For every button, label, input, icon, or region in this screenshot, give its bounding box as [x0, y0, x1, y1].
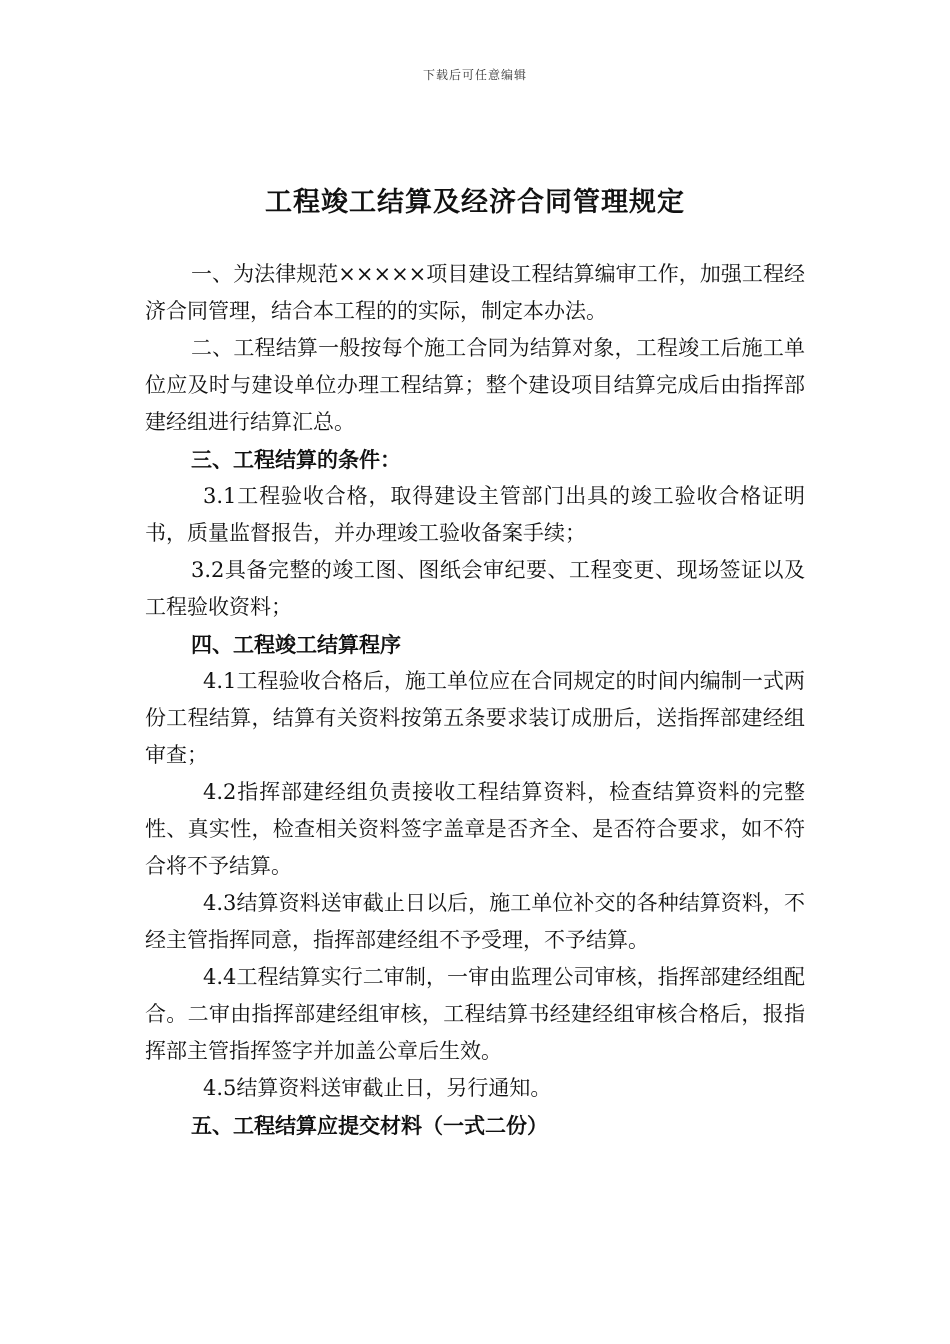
clause-4-3: 4.3结算资料送审截止日以后，施工单位补交的各种结算资料，不经主管指挥同意，指挥部建经组不予受理，不予结算。	[145, 891, 805, 952]
section-heading-4: 四、工程竣工结算程序	[191, 632, 401, 657]
clause-4-2: 4.2指挥部建经组负责接收工程结算资料，检查结算资料的完整性、真实性，检查相关资料签字盖章是否齐全、是否符合要求，如不符合将不予结算。	[145, 780, 805, 878]
clause-4-5: 4.5结算资料送审截止日，另行通知。	[203, 1076, 552, 1100]
document-title: 工程竣工结算及经济合同管理规定	[265, 187, 685, 218]
paragraph-1: 一、为法律规范×××××项目建设工程结算编审工作，加强工程经济合同管理，结合本工程的的实际，制定本办法。	[145, 262, 805, 323]
clause-3-2: 3.2具备完整的竣工图、图纸会审纪要、工程变更、现场签证以及工程验收资料；	[145, 558, 805, 619]
document-body	[145, 256, 805, 1144]
clause-4-1: 4.1工程验收合格后，施工单位应在合同规定的时间内编制一式两份工程结算，结算有关资料按第五条要求装订成册后，送指挥部建经组审查；	[145, 669, 805, 767]
section-heading-5: 五、工程结算应提交材料（一式二份）	[191, 1113, 548, 1138]
clause-3-1: 3.1工程验收合格，取得建设主管部门出具的竣工验收合格证明书，质量监督报告，并办理竣工验收备案手续；	[145, 484, 805, 545]
clause-4-4: 4.4工程结算实行二审制，一审由监理公司审核，指挥部建经组配合。二审由指挥部建经组审核，工程结算书经建经组审核合格后，报指挥部主管指挥签字并加盖公章后生效。	[145, 965, 805, 1063]
paragraph-2: 二、工程结算一般按每个施工合同为结算对象，工程竣工后施工单位应及时与建设单位办理工程结算；整个建设项目结算完成后由指挥部建经组进行结算汇总。	[145, 336, 805, 434]
section-heading-3: 三、工程结算的条件：	[191, 447, 401, 472]
header-note: 下载后可任意编辑	[422, 68, 527, 82]
